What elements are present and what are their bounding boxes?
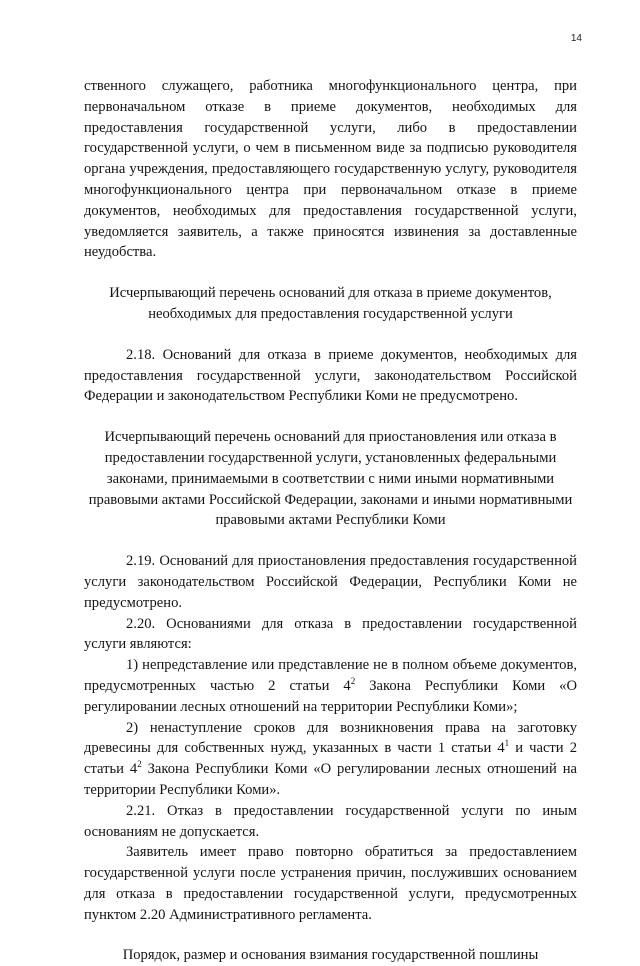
section-heading-suspension-refusal: Исчерпывающий перечень оснований для приостановления или отказа в предоставлении государственной услуги, установленных федеральными законами, принимаемыми в соответствии с ними иными нормативными правовыми актами Российской Федерации, законами и иными нормативными правовыми актами Республики Коми <box>88 429 573 529</box>
paragraph-2-20: 2.20. Основаниями для отказа в предоставлении государственной услуги являются: <box>84 615 577 653</box>
document-body <box>84 76 577 966</box>
list-item-1: 1) непредставление или представление не в полном объеме документов, предусмотренных частью 2 статьи $4^2$ Закона Республики Коми «О регулировании лесных отношений на территории Республики Коми»; <box>84 657 577 715</box>
section-heading-document-refusal: Исчерпывающий перечень оснований для отказа в приеме документов, необходимых для предоставления государственной услуги <box>109 285 552 322</box>
section-heading-state-fee: Порядок, размер и основания взимания государственной пошлины <box>122 947 539 964</box>
paragraph-2-18: 2.18. Оснований для отказа в приеме документов, необходимых для предоставления государственной услуги, законодательством Российской Федерации и законодательством Республики Коми не предусмотрено. <box>84 346 577 405</box>
paragraph-2-19: 2.19. Оснований для приостановления предоставления государственной услуги законодательством Российской Федерации, Республики Коми не предусмотрено. <box>84 553 577 611</box>
paragraph-continuation: ственного служащего, работника многофункционального центра, при первоначальном отказе в приеме документов, необходимых для предоставления государственной услуги, либо в предоставлении государственной услуги, о чем в письменном виде за подписью руководителя органа учреждения, предоставляющего государственную услугу, руководителя многофункционального центра при первоначальном отказе в приеме документов, необходимых для предоставления государственной услуги, уведомляется заявитель, а также приносятся извинения за доставленные неудобства. <box>84 78 577 261</box>
page-number: 14 <box>570 33 582 44</box>
paragraph-2-21: 2.21. Отказ в предоставлении государственной услуги по иным основаниям не допускается. <box>84 802 577 840</box>
list-item-2: 2) ненаступление сроков для возникновения права на заготовку древесины для собственных нужд, указанных в части 1 статьи $4^1$ и части 2 статьи $4^2$ Закона Республики Коми «О регулировании лесных отношений на территории Республики Коми». <box>84 719 577 798</box>
paragraph-repeat-application: Заявитель имеет право повторно обратиться за предоставлением государственной услуги после устранения причин, послуживших основанием для отказа в предоставлении государственной услуги, предусмотренных пунктом 2.20 Административного регламента. <box>84 844 577 923</box>
